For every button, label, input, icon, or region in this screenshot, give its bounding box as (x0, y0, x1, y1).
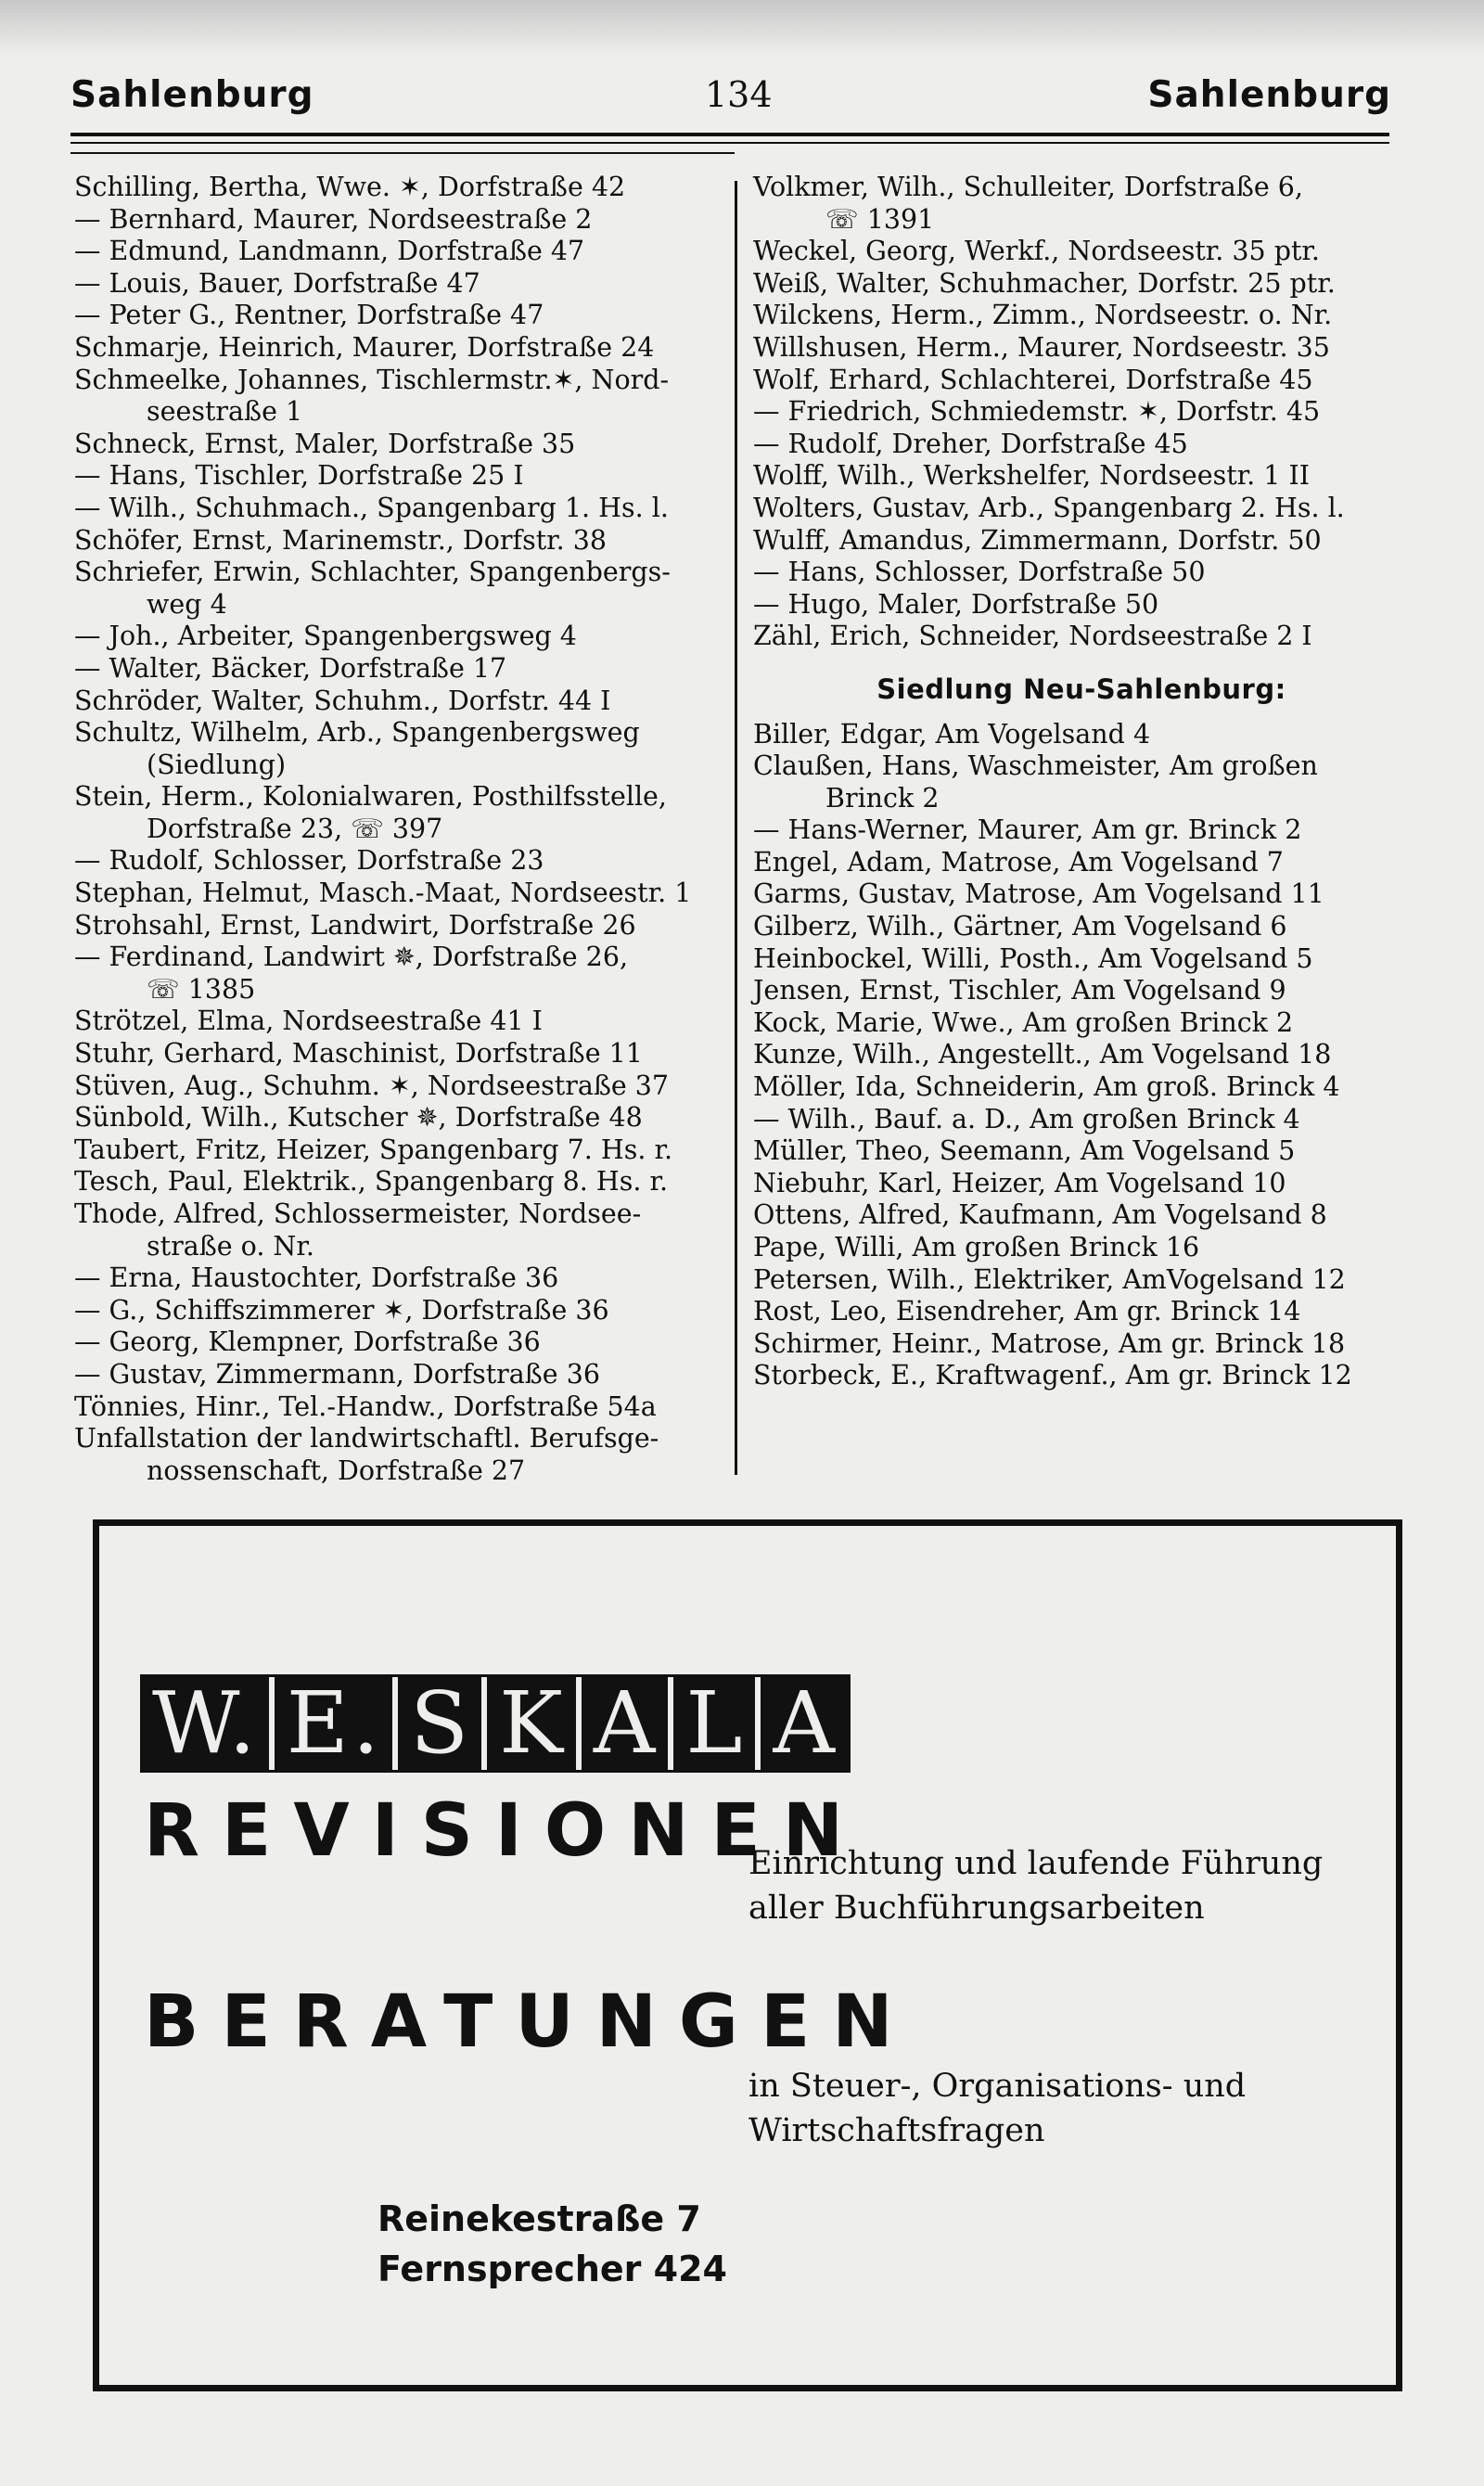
entry-text: — Rudolf, Dreher, Dorfstraße 45 (753, 428, 1188, 459)
entry-text: Ottens, Alfred, Kaufmann, Am Vogelsand 8 (753, 1199, 1327, 1231)
entry-text: — Gustav, Zimmermann, Dorfstraße 36 (74, 1358, 600, 1390)
logo-letter: E. (277, 1677, 398, 1770)
directory-entry (74, 1295, 723, 1327)
directory-entry (74, 1038, 723, 1070)
entry-text: — Walter, Bäcker, Dorfstraße 17 (74, 652, 507, 684)
entry-text: — G., Schiffszimmerer ✶, Dorfstraße 36 (74, 1294, 609, 1326)
directory-entry (74, 300, 723, 332)
directory-entry (753, 429, 1410, 461)
directory-entry (74, 1006, 723, 1038)
ad-text-line: Einrichtung und laufende Führung (748, 1845, 1324, 1882)
logo-letter: A (763, 1677, 847, 1770)
entry-text: Taubert, Fritz, Heizer, Spangenbarg 7. Hs. r. (74, 1134, 673, 1165)
advertisement-box (93, 1519, 1402, 2391)
entry-text: Wolf, Erhard, Schlachterei, Dorfstraße 45 (753, 364, 1313, 395)
entry-text: Wilckens, Herm., Zimm., Nordseestr. o. Nr. (753, 300, 1333, 331)
directory-entry (74, 910, 723, 942)
entry-text: Claußen, Hans, Waschmeister, Am großen (753, 750, 1318, 782)
ad-phone: Fernsprecher 424 (377, 2249, 727, 2289)
entry-continuation: seestraße 1 (147, 396, 303, 428)
entry-text: Schröder, Walter, Schuhm., Dorfstr. 44 I (74, 685, 611, 716)
entry-text: Gilberz, Wilh., Gärtner, Am Vogelsand 6 (753, 911, 1287, 942)
directory-entry (74, 621, 723, 653)
directory-entry (74, 1134, 723, 1167)
directory-entry (74, 686, 723, 718)
directory-entry (74, 557, 723, 621)
directory-entry (753, 332, 1410, 365)
directory-entry (753, 1264, 1410, 1297)
entry-text: Wolters, Gustav, Arb., Spangenbarg 2. Hs. l. (753, 492, 1345, 523)
entry-text: Schmarje, Heinrich, Maurer, Dorfstraße 24 (74, 331, 655, 363)
ad-text-line: in Steuer-, Organisations- und (748, 2068, 1247, 2105)
directory-entry (753, 1104, 1410, 1136)
directory-entry (74, 172, 723, 204)
directory-entry (753, 750, 1410, 814)
directory-entry (753, 621, 1410, 653)
directory-entry (753, 589, 1410, 622)
directory-entry (74, 460, 723, 493)
entry-text: — Edmund, Landmann, Dorfstraße 47 (74, 236, 585, 267)
ad-text-line: Wirtschaftsfragen (748, 2112, 1045, 2149)
entry-text: Schilling, Bertha, Wwe. ✶, Dorfstraße 42 (74, 172, 626, 202)
entry-text: Pape, Willi, Am großen Brinck 16 (753, 1232, 1200, 1262)
entry-text: Heinbockel, Willi, Posth., Am Vogelsand 5 (753, 942, 1313, 974)
header-place-left: Sahlenburg (70, 74, 314, 116)
directory-entry (74, 236, 723, 268)
directory-entry (753, 1168, 1410, 1200)
entry-text: Möller, Ida, Schneiderin, Am groß. Brinck 4 (753, 1071, 1340, 1103)
entry-text: Weckel, Georg, Werkf., Nordseestr. 35 ptr. (753, 236, 1320, 267)
page-number: 134 (705, 74, 773, 115)
entry-text: Kock, Marie, Wwe., Am großen Brinck 2 (753, 1006, 1294, 1038)
directory-entry (753, 975, 1410, 1007)
directory-entry (74, 365, 723, 429)
directory-entry (74, 845, 723, 878)
ad-heading-revisionen: REVISIONEN (144, 1789, 866, 1873)
section-heading: Siedlung Neu-Sahlenburg: (876, 673, 1286, 705)
entry-text: — Erna, Haustochter, Dorfstraße 36 (74, 1262, 559, 1294)
header-rule-thick (70, 133, 1389, 136)
entry-text: — Friedrich, Schmiedemstr. ✶, Dorfstr. 45 (753, 396, 1321, 428)
entry-text: Biller, Edgar, Am Vogelsand 4 (753, 718, 1151, 750)
directory-entry (74, 781, 723, 845)
entry-text: Niebuhr, Karl, Heizer, Am Vogelsand 10 (753, 1167, 1286, 1198)
directory-entry (74, 493, 723, 525)
entry-text: Strötzel, Elma, Nordseestraße 41 I (74, 1006, 543, 1037)
directory-entry (753, 719, 1410, 751)
right-column-entries (753, 172, 1410, 653)
directory-entry (753, 1071, 1410, 1104)
entry-text: Willshusen, Herm., Maurer, Nordseestr. 35 (753, 331, 1330, 363)
directory-entry (74, 653, 723, 686)
ad-heading-beratungen: BERATUNGEN (144, 1980, 915, 2064)
entry-text: — Rudolf, Schlosser, Dorfstraße 23 (74, 845, 544, 877)
directory-entry (74, 878, 723, 910)
header-place-right: Sahlenburg (1147, 74, 1391, 116)
entry-text: Unfallstation der landwirtschaftl. Berufsge- (74, 1423, 659, 1454)
directory-entry (753, 1328, 1410, 1361)
directory-entry (753, 236, 1410, 268)
directory-entry (753, 1039, 1410, 1071)
entry-text: — Hans, Schlosser, Dorfstraße 50 (753, 557, 1206, 588)
directory-entry (74, 1070, 723, 1103)
entry-text: Jensen, Ernst, Tischler, Am Vogelsand 9 (753, 975, 1286, 1006)
entry-continuation: (Siedlung) (147, 749, 287, 780)
logo-letter: A (584, 1677, 673, 1770)
directory-entry (74, 1391, 723, 1424)
directory-entry (74, 1262, 723, 1295)
column-separator (735, 181, 737, 1475)
directory-entry (753, 1199, 1410, 1232)
entry-continuation: weg 4 (147, 588, 227, 620)
entry-text: Petersen, Wilh., Elektriker, AmVogelsand 12 (753, 1263, 1346, 1295)
directory-entry (74, 268, 723, 301)
entry-continuation: nossenschaft, Dorfstraße 27 (147, 1454, 526, 1486)
logo-letter: L (676, 1677, 761, 1770)
header-rule-thin (70, 142, 1389, 144)
entry-continuation: Dorfstraße 23, ☏ 397 (147, 813, 443, 844)
directory-entry (753, 1296, 1410, 1328)
directory-entry (74, 1166, 723, 1198)
entry-text: Weiß, Walter, Schuhmacher, Dorfstr. 25 ptr. (753, 267, 1336, 299)
directory-entry (753, 814, 1410, 847)
entry-text: Volkmer, Wilh., Schulleiter, Dorfstraße 6, (753, 172, 1303, 202)
directory-entry (753, 911, 1410, 943)
directory-entry (753, 525, 1410, 557)
entry-continuation: Brinck 2 (825, 782, 940, 814)
directory-entry (753, 268, 1410, 301)
right-column (753, 172, 1410, 1392)
settlement-entries (753, 719, 1410, 1392)
directory-entry (753, 878, 1410, 911)
entry-text: — Louis, Bauer, Dorfstraße 47 (74, 267, 480, 299)
entry-text: Kunze, Wilh., Angestellt., Am Vogelsand 18 (753, 1039, 1332, 1070)
directory-entry (753, 943, 1410, 976)
entry-text: — Hugo, Maler, Dorfstraße 50 (753, 588, 1159, 620)
directory-entry (74, 1102, 723, 1134)
entry-text: Müller, Theo, Seemann, Am Vogelsand 5 (753, 1135, 1296, 1167)
directory-entry (74, 942, 723, 1006)
directory-entry (74, 429, 723, 461)
directory-entry (74, 1198, 723, 1262)
directory-entry (753, 493, 1410, 525)
logo-letter: S (401, 1677, 487, 1770)
ad-text-block-1 (748, 1841, 1323, 1930)
directory-entry (753, 1135, 1410, 1168)
entry-text: — Hans-Werner, Maurer, Am gr. Brinck 2 (753, 814, 1302, 846)
directory-entry (753, 460, 1410, 493)
entry-text: Tesch, Paul, Elektrik., Spangenbarg 8. Hs. r. (74, 1166, 669, 1198)
entry-text: — Hans, Tischler, Dorfstraße 25 I (74, 460, 524, 492)
directory-entry (753, 365, 1410, 397)
entry-text: Storbeck, E., Kraftwagenf., Am gr. Brinck 12 (753, 1360, 1352, 1391)
entry-text: Wolff, Wilh., Werkshelfer, Nordseestr. 1 II (753, 460, 1310, 492)
entry-text: Schneck, Ernst, Maler, Dorfstraße 35 (74, 428, 576, 459)
left-column (74, 172, 723, 1487)
entry-text: Zähl, Erich, Schneider, Nordseestraße 2 I (753, 621, 1312, 652)
entry-continuation: ☏ 1391 (825, 203, 935, 235)
skala-logo (140, 1674, 851, 1773)
entry-text: Strohsahl, Ernst, Landwirt, Dorfstraße 26 (74, 909, 636, 941)
header-rule-left (70, 152, 735, 154)
directory-entry (753, 396, 1410, 429)
entry-text: Stein, Herm., Kolonialwaren, Posthilfsstelle, (74, 781, 667, 813)
entry-text: Thode, Alfred, Schlossermeister, Nordsee- (74, 1198, 642, 1229)
directory-entry (753, 847, 1410, 879)
entry-text: Rost, Leo, Eisendreher, Am gr. Brinck 14 (753, 1296, 1301, 1327)
entry-text: Tönnies, Hinr., Tel.-Handw., Dorfstraße 54a (74, 1390, 657, 1422)
entry-continuation: straße o. Nr. (147, 1230, 314, 1262)
entry-text: Stüven, Aug., Schuhm. ✶, Nordseestraße 37 (74, 1070, 670, 1101)
entry-text: Schmeelke, Johannes, Tischlermstr.✶, Nord- (74, 364, 670, 395)
directory-entry (74, 525, 723, 557)
directory-entry (753, 172, 1410, 236)
entry-text: — Joh., Arbeiter, Spangenbergsweg 4 (74, 621, 577, 652)
directory-entry (753, 300, 1410, 332)
logo-letter: W. (143, 1677, 275, 1770)
entry-text: — Wilh., Schuhmach., Spangenbarg 1. Hs. l. (74, 492, 669, 523)
entry-text: Stephan, Helmut, Masch.-Maat, Nordseestr. 1 (74, 878, 692, 909)
entry-continuation: ☏ 1385 (147, 973, 256, 1005)
entry-text: Schirmer, Heinr., Matrose, Am gr. Brinck 18 (753, 1327, 1346, 1359)
entry-text: Sünbold, Wilh., Kutscher ✵, Dorfstraße 48 (74, 1102, 643, 1134)
entry-text: Wulff, Amandus, Zimmermann, Dorfstr. 50 (753, 524, 1322, 556)
entry-text: — Ferdinand, Landwirt ✵, Dorfstraße 26, (74, 942, 629, 973)
entry-text: — Wilh., Bauf. a. D., Am großen Brinck 4 (753, 1103, 1300, 1134)
entry-text: Engel, Adam, Matrose, Am Vogelsand 7 (753, 846, 1284, 878)
entry-text: — Peter G., Rentner, Dorfstraße 47 (74, 300, 544, 331)
entry-text: Garms, Gustav, Matrose, Am Vogelsand 11 (753, 878, 1324, 910)
directory-entry (753, 1007, 1410, 1040)
directory-entry (74, 1423, 723, 1487)
directory-entry (753, 557, 1410, 589)
logo-letter: K (490, 1677, 582, 1770)
ad-text-block-2 (748, 2064, 1246, 2153)
ad-text-line: aller Buchführungsarbeiten (748, 1890, 1205, 1927)
directory-entry (74, 332, 723, 365)
entry-text: — Bernhard, Maurer, Nordseestraße 2 (74, 203, 593, 235)
entry-text: Schultz, Wilhelm, Arb., Spangenbergsweg (74, 717, 640, 749)
directory-entry (753, 1232, 1410, 1264)
directory-entry (74, 717, 723, 781)
ad-address: Reinekestraße 7 (377, 2198, 701, 2239)
directory-entry (74, 1359, 723, 1391)
entry-text: Schöfer, Ernst, Marinemstr., Dorfstr. 38 (74, 524, 608, 556)
directory-entry (753, 1360, 1410, 1392)
directory-entry (74, 204, 723, 237)
entry-text: Schriefer, Erwin, Schlachter, Spangenbergs- (74, 557, 671, 588)
entry-text: — Georg, Klempner, Dorfstraße 36 (74, 1326, 541, 1358)
entry-text: Stuhr, Gerhard, Maschinist, Dorfstraße 11 (74, 1038, 643, 1070)
directory-entry (74, 1326, 723, 1359)
